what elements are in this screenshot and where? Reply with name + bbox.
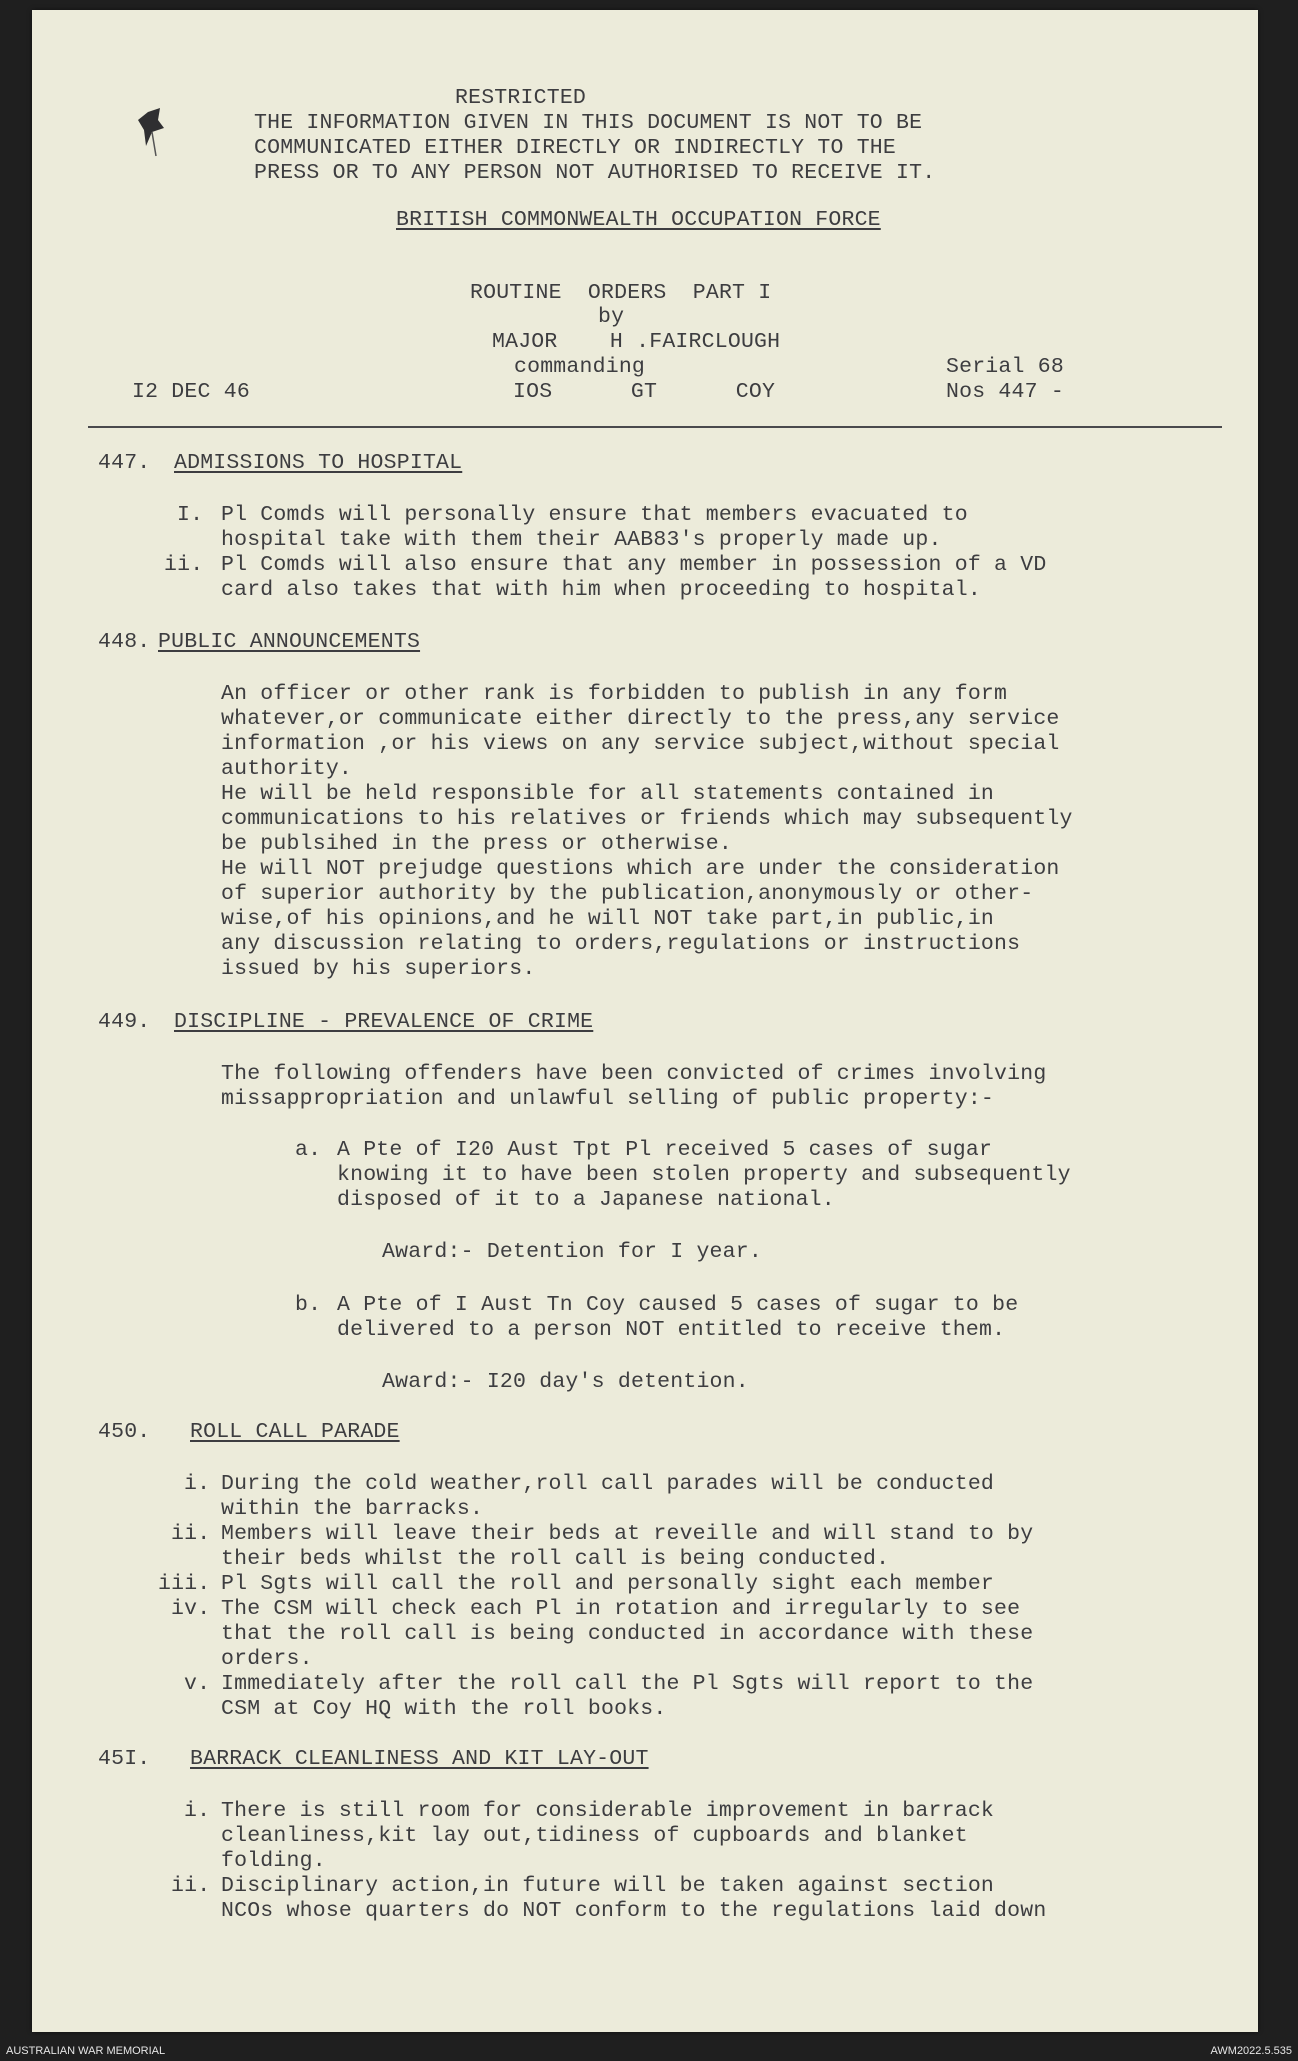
item-text: NCOs whose quarters do NOT conform to the regulations laid down (221, 1899, 1047, 1923)
order-heading: ROLL CALL PARADE (190, 1420, 400, 1444)
order-number: 450. (98, 1420, 151, 1444)
item-text: Pl Comds will also ensure that any member in possession of a VD (221, 553, 1047, 577)
case-marker: a. (295, 1138, 322, 1162)
paragraph-line: wise,of his opinions,and he will NOT take part,in public,in (221, 907, 995, 931)
item-marker: ii. (171, 1874, 211, 1898)
order-heading: ADMISSIONS TO HOSPITAL (174, 451, 463, 475)
notice-line-1: THE INFORMATION GIVEN IN THIS DOCUMENT IS NOT TO BE (254, 111, 923, 135)
order-heading: PUBLIC ANNOUNCEMENTS (158, 630, 421, 654)
order-heading: DISCIPLINE - PREVALENCE OF CRIME (174, 1010, 594, 1034)
case-line: A Pte of I Aust Tn Coy caused 5 cases of sugar to be (337, 1293, 1019, 1317)
case-award: Award:- Detention for I year. (382, 1240, 762, 1264)
item-text: During the cold weather,roll call parades will be conducted (221, 1472, 995, 1496)
item-text: card also takes that with him when proceeding to hospital. (221, 578, 981, 602)
item-text: within the barracks. (221, 1497, 484, 1521)
commanding-label: commanding (514, 355, 646, 379)
item-marker: iv. (171, 1597, 211, 1621)
item-text: CSM at Coy HQ with the roll books. (221, 1697, 667, 1721)
item-marker: ii. (164, 553, 204, 577)
item-text: their beds whilst the roll call is being conducted. (221, 1547, 890, 1571)
serial-number: Serial 68 (946, 355, 1064, 379)
order-date: I2 DEC 46 (132, 380, 250, 404)
pin-mark-icon (134, 106, 174, 166)
paragraph-line: be publsihed in the press or otherwise. (221, 832, 732, 856)
case-award: Award:- I20 day's detention. (382, 1370, 749, 1394)
paragraph-line: any discussion relating to orders,regulations or instructions (221, 932, 1021, 956)
item-text: hospital take with them their AAB83's properly made up. (221, 528, 942, 552)
paragraph-line: issued by his superiors. (221, 957, 536, 981)
paragraph-line: of superior authority by the publication,anonymously or other- (221, 882, 1034, 906)
item-text: folding. (221, 1849, 326, 1873)
by-label: by (598, 305, 625, 329)
paragraph-line: communications to his relatives or friends which may subsequently (221, 807, 1073, 831)
paragraph-line: An officer or other rank is forbidden to publish in any form (221, 682, 1008, 706)
notice-line-2: COMMUNICATED EITHER DIRECTLY OR INDIRECTLY TO THE (254, 136, 897, 160)
intro-line: missappropriation and unlawful selling of public property:- (221, 1087, 995, 1111)
case-marker: b. (295, 1293, 322, 1317)
order-number: 45I. (98, 1747, 151, 1771)
item-text: Disciplinary action,in future will be taken against section (221, 1874, 995, 1898)
case-line: disposed of it to a Japanese national. (337, 1188, 835, 1212)
archive-footer (0, 2036, 1298, 2061)
item-marker: v. (184, 1672, 211, 1696)
item-marker: i. (184, 1472, 211, 1496)
paragraph-line: information ,or his views on any service subject,without special (221, 732, 1060, 756)
paragraph-line: He will NOT prejudge questions which are under the consideration (221, 857, 1060, 881)
item-text: Immediately after the roll call the Pl Sgts will report to the (221, 1672, 1034, 1696)
order-numbers: Nos 447 - (946, 380, 1064, 404)
paragraph-line: whatever,or communicate either directly to the press,any service (221, 707, 1060, 731)
item-text: that the roll call is being conducted in accordance with these (221, 1622, 1034, 1646)
case-line: A Pte of I20 Aust Tpt Pl received 5 cases of sugar (337, 1138, 993, 1162)
document-page (32, 10, 1258, 2032)
paragraph-line: authority. (221, 757, 353, 781)
archive-reference: AWM2022.5.535 (1210, 2045, 1292, 2057)
order-number: 449. (98, 1010, 151, 1034)
item-text: orders. (221, 1647, 313, 1671)
restricted-label: RESTRICTED (455, 86, 587, 110)
order-number: 448. (98, 630, 151, 654)
item-text: Pl Sgts will call the roll and personally sight each member (221, 1572, 995, 1596)
force-title: BRITISH COMMONWEALTH OCCUPATION FORCE (396, 208, 881, 232)
item-marker: ii. (171, 1522, 211, 1546)
order-heading: BARRACK CLEANLINESS AND KIT LAY-OUT (190, 1747, 649, 1771)
unit-name: IOS GT COY (513, 380, 776, 404)
orders-title: ROUTINE ORDERS PART I (470, 281, 772, 305)
item-marker: iii. (158, 1572, 211, 1596)
item-text: Pl Comds will personally ensure that members evacuated to (221, 503, 968, 527)
case-line: knowing it to have been stolen property and subsequently (337, 1163, 1071, 1187)
officer-name: MAJOR H .FAIRCLOUGH (492, 330, 781, 354)
item-text: cleanliness,kit lay out,tidiness of cupboards and blanket (221, 1824, 968, 1848)
item-marker: i. (184, 1799, 211, 1823)
header-divider (88, 426, 1222, 428)
item-text: There is still room for considerable improvement in barrack (221, 1799, 995, 1823)
order-number: 447. (98, 451, 151, 475)
intro-line: The following offenders have been convicted of crimes involving (221, 1062, 1047, 1086)
archive-name: AUSTRALIAN WAR MEMORIAL (6, 2045, 166, 2057)
item-text: Members will leave their beds at reveille and will stand to by (221, 1522, 1034, 1546)
item-marker: I. (177, 503, 204, 527)
case-line: delivered to a person NOT entitled to receive them. (337, 1318, 1006, 1342)
item-text: The CSM will check each Pl in rotation and irregularly to see (221, 1597, 1021, 1621)
notice-line-3: PRESS OR TO ANY PERSON NOT AUTHORISED TO RECEIVE IT. (254, 161, 936, 185)
paragraph-line: He will be held responsible for all statements contained in (221, 782, 995, 806)
